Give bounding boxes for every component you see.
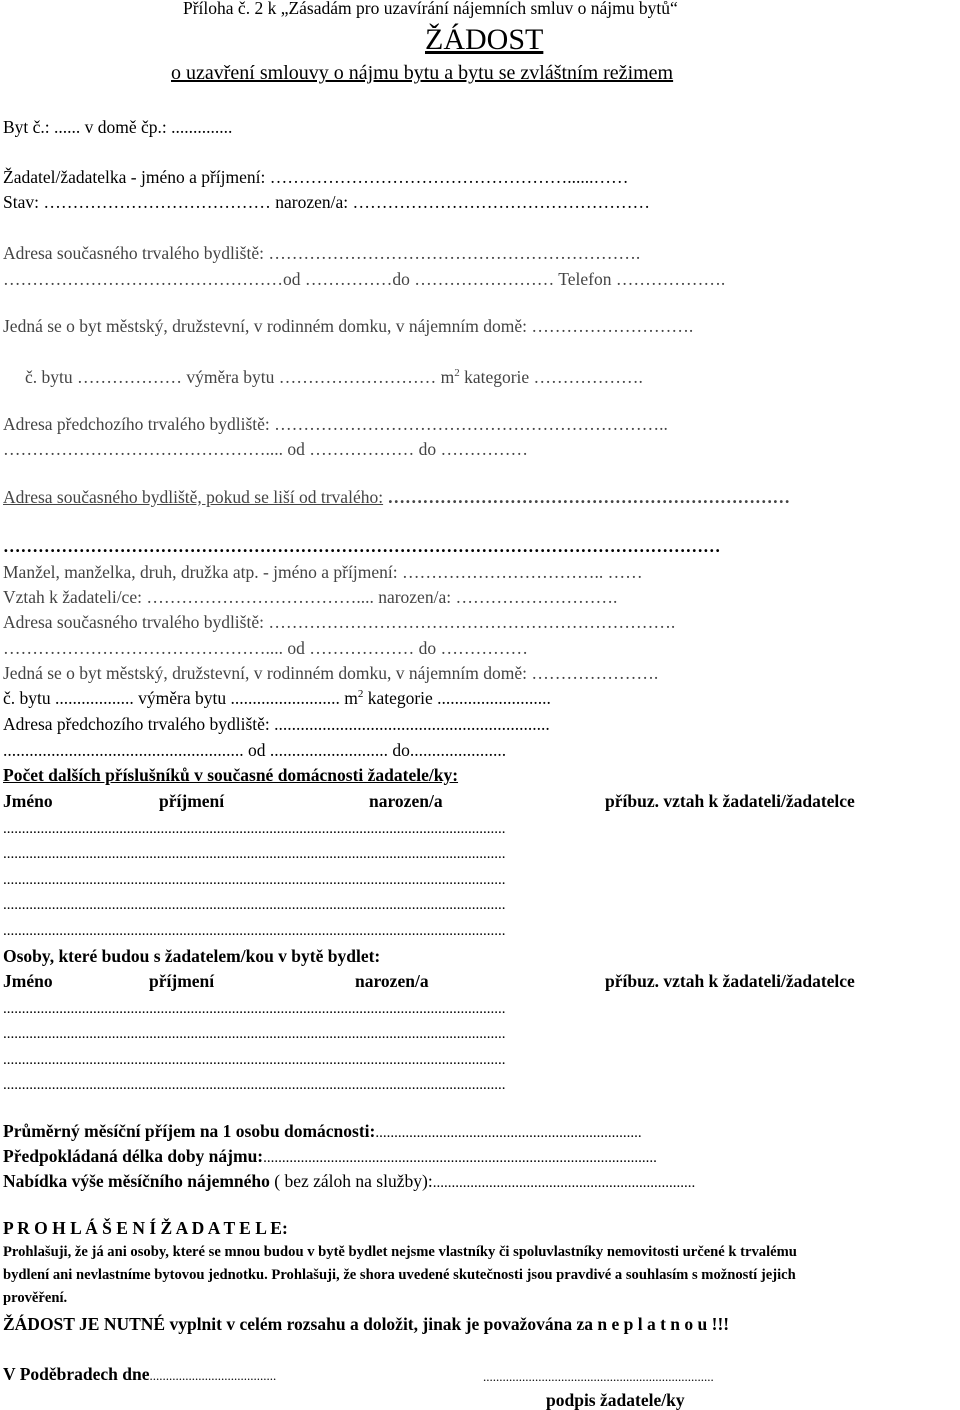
declaration-text-line2: bydlení ani nevlastníme bytovou jednotku. Prohlašuji, že shora uvedené skutečnosti jsou pravdivé a souhlasím s možností jejich [3,1267,796,1283]
household-row: ...................................................................................................................................... [3,923,506,939]
household-heading: Počet dalších příslušníků v současné domácnosti žadatele/ky: [3,765,459,785]
applicant-residence-period: …………………………………………od ……………do …………………… Telefon ………………. [3,269,726,289]
applicant-unit-line: č. bytu ……………… výměra bytu ……………………… $m^2$ kategorie ………………. [25,367,643,387]
cohabitants-col-surname: příjmení [149,971,215,991]
applicant-previous-period: ……………………………………….... od ……………… do …………… [3,439,528,459]
spouse-name-line: Manžel, manželka, druh, družka atp. - jméno a příjmení: …………………………….. …… [3,562,643,582]
document-subtitle: o uzavření smlouvy o nájmu bytu a bytu se zvláštním režimem [171,62,674,84]
cohabitant-row: ...................................................................................................................................... [3,1052,506,1068]
household-row: ...................................................................................................................................... [3,846,506,862]
spouse-residence-period: ……………………………………….... od ……………… do …………… [3,638,528,658]
signature-line: ....................................................................... [483,1369,714,1384]
spouse-unit-line: č. bytu .................. výměra bytu ......................... $m^2$ kategorie .......................... [3,688,551,708]
spouse-relation-line: Vztah k žadateli/ce: ……………………………….... narozen/a: ………………………. [3,587,618,607]
declaration-text-line1: Prohlašuji, že já ani osoby, které se mnou budou v bytě bydlet nejsme vlastníky či spoluvlastníky nemovitosti určené k trvalému [3,1244,797,1260]
declaration-text-line3: prověření. [3,1290,68,1306]
rent-offer-line: Nabídka výše měsíčního nájemného ( bez záloh na služby):...................................................................... [3,1171,696,1191]
cohabitant-row: ...................................................................................................................................... [3,1026,506,1042]
cohabitants-col-born: narozen/a [355,971,429,991]
flat-number-line: Byt č.: ...... v domě čp.: .............. [3,117,233,137]
household-row: ...................................................................................................................................... [3,872,506,888]
applicant-name-line: Žadatel/žadatelka - jméno a příjmení: ……………………………………………......…… [3,167,629,187]
signature-label: podpis žadatele/ky [546,1390,685,1410]
spouse-previous-address: Adresa předchozího trvalého bydliště: ............................................................... [3,714,550,734]
spouse-previous-period: ....................................................... od ........................... do...................... [3,740,507,760]
cohabitant-row: ...................................................................................................................................... [3,1077,506,1093]
applicant-current-address: Adresa současného bydliště, pokud se liší od trvalého: …………………………………………………………… [3,487,790,507]
applicant-status-line: Stav: ………………………………… narozen/a: …………………………………………… [3,192,650,212]
applicant-address-line: Adresa současného trvalého bydliště: ………………………………………………………. [3,243,641,263]
cohabitant-row: ...................................................................................................................................... [3,1001,506,1017]
household-col-name: Jméno [3,791,53,811]
cohabitants-col-relation: příbuz. vztah k žadateli/žadatelce [605,971,855,991]
applicant-current-address-fill: …………………………………………………………………………………………………………… [3,536,721,556]
declaration-heading: P R O H L Á Š E N Í Ž A D A T E L E: [3,1218,288,1238]
applicant-housing-type: Jedná se o byt městský, družstevní, v rodinném domku, v nájemním domě: ………………………. [3,316,694,336]
spouse-housing-type: Jedná se o byt městský, družstevní, v rodinném domku, v nájemním domě: …………………. [3,663,659,683]
cohabitants-heading: Osoby, které budou s žadatelem/kou v bytě bydlet: [3,946,381,966]
average-income-line: Průměrný měsíční příjem na 1 osobu domácnosti:....................................................................... [3,1121,642,1141]
annex-heading: Příloha č. 2 k „Zásadám pro uzavírání nájemních smluv o nájmu bytů“ [183,0,678,18]
validity-notice: ŽÁDOST JE NUTNÉ vyplnit v celém rozsahu a doložit, jinak je považována za n e p l a t n o u !!! [3,1314,730,1334]
applicant-previous-address: Adresa předchozího trvalého bydliště: ………………………………………………………….. [3,414,668,434]
household-row: ...................................................................................................................................... [3,897,506,913]
spouse-address-line: Adresa současného trvalého bydliště: ……………………………………………………………. [3,612,676,632]
lease-duration-line: Předpokládaná délka doby nájmu:......................................................................................................... [3,1146,657,1166]
household-col-born: narozen/a [369,791,443,811]
date-line: V Poděbradech dne....................................... [3,1364,277,1384]
household-row: ...................................................................................................................................... [3,821,506,837]
document-title: ŽÁDOST [425,23,544,56]
household-col-relation: příbuz. vztah k žadateli/žadatelce [605,791,855,811]
cohabitants-col-name: Jméno [3,971,53,991]
household-col-surname: příjmení [159,791,225,811]
